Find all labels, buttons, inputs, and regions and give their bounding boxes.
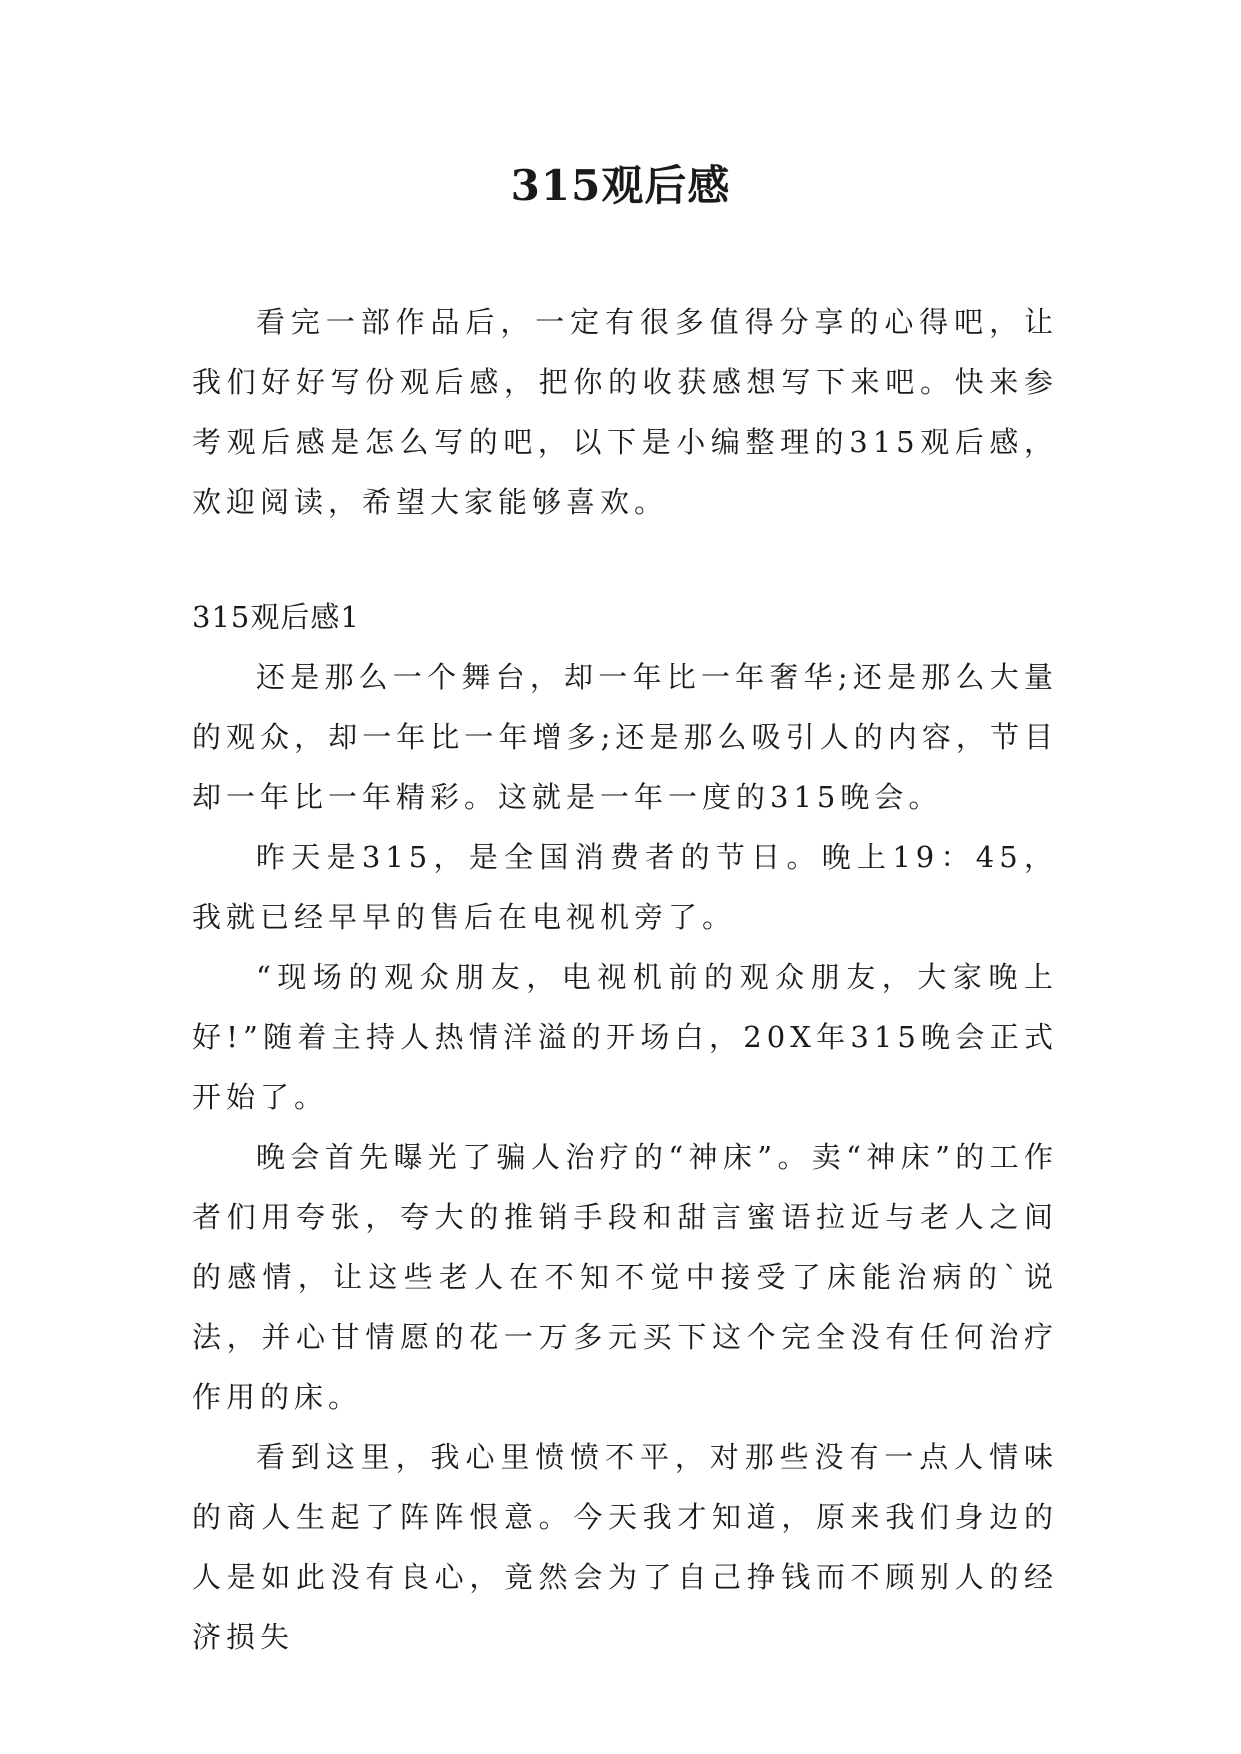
document-body [192,292,1058,1667]
intro-paragraph: 看完一部作品后，一定有很多值得分享的心得吧，让我们好好写份观后感，把你的收获感想写下来吧。快来参考观后感是怎么写的吧，以下是小编整理的315观后感，欢迎阅读，希望大家能够喜欢。 [192,305,1058,519]
body-paragraph: 看到这里，我心里愤愤不平，对那些没有一点人情味的商人生起了阵阵恨意。今天我才知道，原来我们身边的人是如此没有良心，竟然会为了自己挣钱而不顾别人的经济损失 [192,1440,1058,1654]
body-paragraph: 还是那么一个舞台，却一年比一年奢华;还是那么大量的观众，却一年比一年增多;还是那么吸引人的内容，节目却一年比一年精彩。这就是一年一度的315晚会。 [192,660,1058,814]
body-paragraph: 晚会首先曝光了骗人治疗的“神床”。卖“神床”的工作者们用夸张，夸大的推销手段和甜言蜜语拉近与老人之间的感情，让这些老人在不知不觉中接受了床能治病的`说法，并心甘情愿的花一万多元买下这个完全没有任何治疗作用的床。 [192,1140,1058,1414]
body-paragraph: “现场的观众朋友，电视机前的观众朋友，大家晚上好!”随着主持人热情洋溢的开场白，20X年315晚会正式开始了。 [192,960,1058,1114]
document-title: 315观后感 [510,161,731,210]
section-heading: 315观后感1 [192,600,360,634]
body-paragraph: 昨天是315，是全国消费者的节日。晚上19：45，我就已经早早的售后在电视机旁了。 [192,840,1058,934]
